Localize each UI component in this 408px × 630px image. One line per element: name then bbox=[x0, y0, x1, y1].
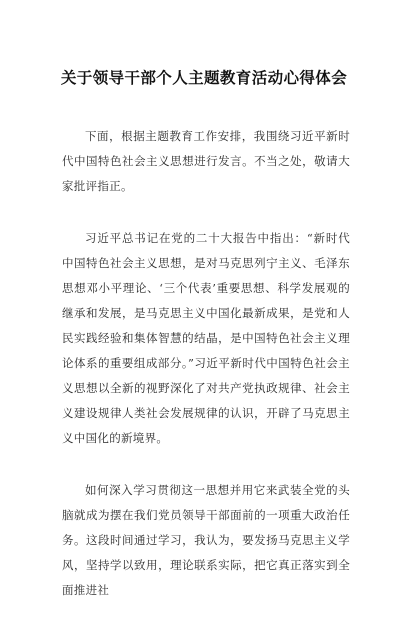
document-title: 关于领导干部个人主题教育活动心得体会 bbox=[60, 69, 348, 87]
paragraph-intro: 下面，根据主题教育工作安排，我围绕习近平新时代中国特色社会主义思想进行发言。不当之处，敬请大家批评指正。 bbox=[62, 129, 350, 193]
paragraph-study: 如何深入学习贯彻这一思想并用它来武装全党的头脑就成为摆在我们党员领导干部面前的一项重大政治任务。这段时间通过学习，我认为，要发扬马克思主义学风，坚持学以致用，理论联系实际，把它真正落实到全面推进社 bbox=[62, 483, 350, 597]
document-body bbox=[62, 124, 350, 630]
paragraph-quote: 习近平总书记在党的二十大报告中指出：“新时代中国特色社会主义思想，是对马克思列宁主义、毛泽东思想邓小平理论、‘三个代表’重要思想、科学发展观的继承和发展，是马克思主义中国化最新成果，是党和人民实践经验和集体智慧的结晶，是中国特色社会主义理论体系的重要组成部分。”习近平新时代中国特色社会主义思想以全新的视野深化了对共产党执政规律、社会主义建设规律人类社会发展规律的认识，开辟了马克思主义中国化的新境界。 bbox=[62, 231, 350, 445]
